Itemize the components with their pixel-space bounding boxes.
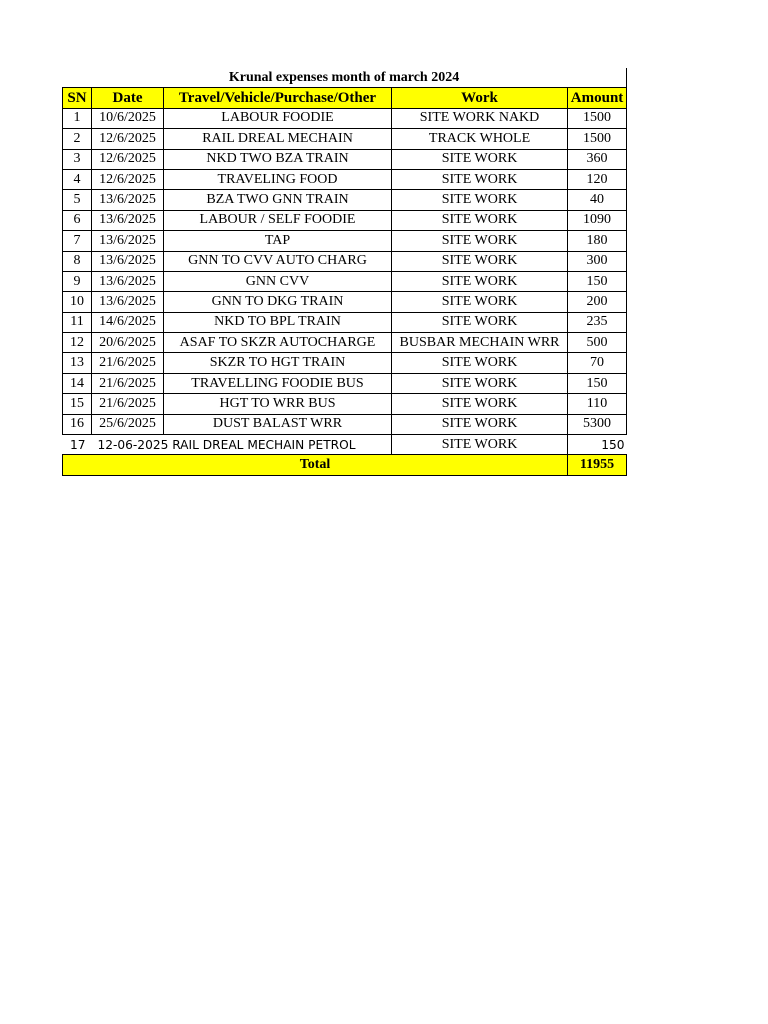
cell-work: SITE WORK [392, 394, 568, 414]
cell-sn: 16 [63, 414, 92, 434]
cell-description: TRAVELING FOOD [164, 169, 392, 189]
cell-work: SITE WORK [392, 292, 568, 312]
table-row-extra [63, 435, 627, 455]
table-row [63, 251, 627, 271]
cell-amount: 110 [568, 394, 627, 414]
cell-description: BZA TWO GNN TRAIN [164, 190, 392, 210]
table-row [63, 210, 627, 230]
cell-amount: 40 [568, 190, 627, 210]
cell-description: GNN CVV [164, 271, 392, 291]
cell-sn: 3 [63, 149, 92, 169]
cell-date: 20/6/2025 [92, 333, 164, 353]
cell-date: 21/6/2025 [92, 394, 164, 414]
header-description: Travel/Vehicle/Purchase/Other [164, 88, 392, 108]
cell-amount: 500 [568, 333, 627, 353]
table-row [63, 190, 627, 210]
cell-date: 12/6/2025 [92, 129, 164, 149]
cell-sn: 10 [63, 292, 92, 312]
header-date: Date [92, 88, 164, 108]
cell-description: GNN TO CVV AUTO CHARG [164, 251, 392, 271]
cell-description: NKD TWO BZA TRAIN [164, 149, 392, 169]
table-row [63, 312, 627, 332]
cell-work: SITE WORK [392, 231, 568, 251]
cell-sn: 17 [69, 437, 86, 452]
cell-sn: 15 [63, 394, 92, 414]
cell-date: 12/6/2025 [92, 169, 164, 189]
cell-work: SITE WORK [392, 414, 568, 434]
cell-description: TAP [164, 231, 392, 251]
cell-description: NKD TO BPL TRAIN [164, 312, 392, 332]
cell-amount: 235 [568, 312, 627, 332]
total-label: Total [63, 455, 568, 475]
cell-amount: 150 [568, 435, 627, 455]
table-row [63, 394, 627, 414]
cell-date: 21/6/2025 [92, 353, 164, 373]
cell-description: GNN TO DKG TRAIN [164, 292, 392, 312]
cell-amount: 70 [568, 353, 627, 373]
cell-date: 25/6/2025 [92, 414, 164, 434]
table-row [63, 108, 627, 128]
expense-sheet [62, 68, 627, 476]
cell-date: 13/6/2025 [92, 231, 164, 251]
cell-sn: 7 [63, 231, 92, 251]
table-row [63, 231, 627, 251]
sheet-title: Krunal expenses month of march 2024 [228, 69, 460, 85]
expense-table [62, 68, 627, 476]
cell-sn: 14 [63, 373, 92, 393]
header-amount: Amount [568, 88, 627, 108]
cell-description: SKZR TO HGT TRAIN [164, 353, 392, 373]
cell-sn: 8 [63, 251, 92, 271]
cell-amount: 360 [568, 149, 627, 169]
cell-amount: 300 [568, 251, 627, 271]
cell-amount: 200 [568, 292, 627, 312]
cell-amount: 120 [568, 169, 627, 189]
cell-amount: 1090 [568, 210, 627, 230]
cell-date: 13/6/2025 [92, 251, 164, 271]
cell-date: 21/6/2025 [92, 373, 164, 393]
cell-date: 10/6/2025 [92, 108, 164, 128]
total-amount: 11955 [568, 455, 627, 475]
cell-sn: 1 [63, 108, 92, 128]
cell-sn: 4 [63, 169, 92, 189]
cell-sn: 5 [63, 190, 92, 210]
cell-sn: 12 [63, 333, 92, 353]
total-row [63, 455, 627, 475]
table-row [63, 292, 627, 312]
table-row [63, 333, 627, 353]
cell-date: 13/6/2025 [92, 271, 164, 291]
cell-description: TRAVELLING FOODIE BUS [164, 373, 392, 393]
cell-work: SITE WORK [392, 271, 568, 291]
table-row [63, 271, 627, 291]
cell-work: SITE WORK [392, 353, 568, 373]
cell-work: SITE WORK [392, 435, 568, 455]
table-row [63, 169, 627, 189]
cell-work: SITE WORK [392, 210, 568, 230]
cell-work: BUSBAR MECHAIN WRR [392, 333, 568, 353]
title-row [63, 68, 627, 88]
cell-sn: 11 [63, 312, 92, 332]
cell-date: 13/6/2025 [92, 210, 164, 230]
cell-work: SITE WORK [392, 251, 568, 271]
cell-work: SITE WORK [392, 149, 568, 169]
table-row [63, 353, 627, 373]
cell-work: SITE WORK [392, 190, 568, 210]
cell-description: HGT TO WRR BUS [164, 394, 392, 414]
title-edge-cell [568, 68, 627, 88]
cell-description: LABOUR FOODIE [164, 108, 392, 128]
table-row [63, 149, 627, 169]
cell-sn: 13 [63, 353, 92, 373]
header-work: Work [392, 88, 568, 108]
cell-amount: 5300 [568, 414, 627, 434]
table-row [63, 373, 627, 393]
cell-date: 12/6/2025 [92, 149, 164, 169]
header-row [63, 88, 627, 108]
cell-description: RAIL DREAL MECHAIN [164, 129, 392, 149]
cell-amount: 180 [568, 231, 627, 251]
header-sn: SN [63, 88, 92, 108]
cell-work: SITE WORK [392, 169, 568, 189]
cell-work: SITE WORK NAKD [392, 108, 568, 128]
table-row [63, 414, 627, 434]
cell-date-description: 12-06-2025 RAIL DREAL MECHAIN PETROL [97, 437, 356, 452]
cell-description: ASAF TO SKZR AUTOCHARGE [164, 333, 392, 353]
cell-work: SITE WORK [392, 312, 568, 332]
cell-sn: 6 [63, 210, 92, 230]
cell-amount: 1500 [568, 108, 627, 128]
cell-date: 14/6/2025 [92, 312, 164, 332]
cell-description: LABOUR / SELF FOODIE [164, 210, 392, 230]
cell-description: DUST BALAST WRR [164, 414, 392, 434]
table-row [63, 129, 627, 149]
cell-amount: 150 [568, 373, 627, 393]
cell-work: SITE WORK [392, 373, 568, 393]
cell-work: TRACK WHOLE [392, 129, 568, 149]
cell-amount: 150 [568, 271, 627, 291]
cell-sn: 2 [63, 129, 92, 149]
cell-date: 13/6/2025 [92, 292, 164, 312]
cell-date: 13/6/2025 [92, 190, 164, 210]
cell-amount: 1500 [568, 129, 627, 149]
cell-sn: 9 [63, 271, 92, 291]
